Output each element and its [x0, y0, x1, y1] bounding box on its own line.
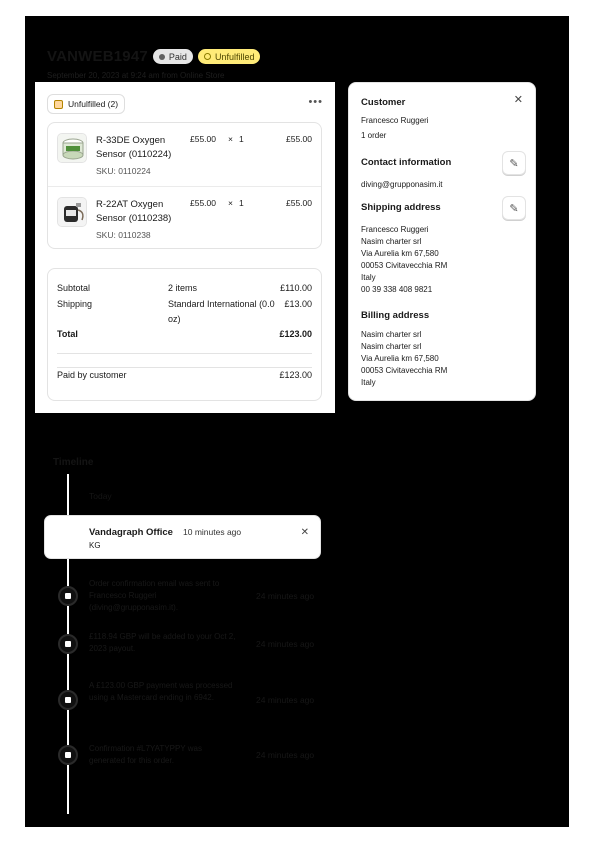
paid-label: Paid by customer [57, 370, 127, 380]
shipping-label: Shipping [57, 299, 93, 309]
line-total: £55.00 [286, 134, 312, 144]
contact-heading: Contact information [361, 157, 452, 168]
shipping-line: Francesco Ruggeri [361, 225, 429, 234]
comment-time: 10 minutes ago [183, 527, 242, 537]
billing-line: Via Aurelia km 67,580 [361, 354, 439, 363]
close-icon[interactable]: ✕ [513, 94, 523, 106]
unit-price: £55.00 [190, 134, 216, 144]
timeline-event-text: £118.94 GBP will be added to your Oct 2, 2023 payout. [89, 632, 236, 653]
shipping-line: Nasim charter srl [361, 237, 422, 246]
package-icon [54, 100, 63, 109]
order-main-panel [35, 82, 335, 413]
line-item [48, 123, 321, 186]
payment-summary-card [47, 268, 322, 401]
unfulfilled-items-badge [47, 94, 125, 114]
timeline-today-label: Today [89, 491, 112, 501]
line-items-card [47, 122, 322, 249]
unfulfilled-items-label: Unfulfilled (2) [68, 99, 119, 109]
total-label: Total [57, 329, 78, 339]
customer-email[interactable]: diving@grupponasim.it [361, 180, 443, 189]
line-total: £55.00 [286, 198, 312, 208]
edit-contact-button[interactable] [502, 151, 526, 175]
fulfillment-status-badge [198, 49, 261, 64]
timeline-event-time: 24 minutes ago [256, 591, 315, 601]
timeline-event-time: 24 minutes ago [256, 750, 315, 760]
product-thumbnail[interactable] [57, 133, 87, 163]
pencil-icon: ✎ [509, 157, 519, 170]
customer-order-count[interactable]: 1 order [361, 131, 387, 140]
subtotal-label: Subtotal [57, 283, 91, 293]
quantity: 1 [239, 134, 244, 144]
timeline-event-time: 24 minutes ago [256, 695, 315, 705]
paid-dot-icon [159, 54, 165, 60]
product-sku: SKU: 0110224 [96, 166, 151, 176]
unit-price: £55.00 [190, 198, 216, 208]
timeline-event-dot-icon [58, 586, 78, 606]
billing-line: Nasim charter srl [361, 330, 422, 339]
timeline-event-text: Order confirmation email was sent to Francesco Ruggeri (diving@grupponasim.it). [89, 579, 220, 612]
shipping-phone: 00 39 338 408 9821 [361, 285, 433, 294]
more-actions-icon[interactable]: ••• [308, 96, 323, 108]
divider [57, 367, 312, 368]
divider [57, 353, 312, 354]
timeline-heading: Timeline [53, 457, 94, 468]
shipping-desc: Standard International (0.0 oz) [168, 299, 275, 324]
subtotal-desc: 2 items [168, 283, 198, 293]
times-sign: × [228, 198, 233, 208]
payment-status-badge [153, 49, 193, 64]
shipping-line: Via Aurelia km 67,580 [361, 249, 439, 258]
timeline-event-text: Confirmation #L7YATYPPY was generated for this order. [89, 744, 202, 765]
pencil-icon: ✎ [509, 202, 519, 215]
paid-amount: £123.00 [279, 370, 312, 380]
timeline-event-text: A £123.00 GBP payment was processed using a Mastercard ending in 6942. [89, 681, 233, 702]
billing-line: Italy [361, 378, 376, 387]
comment-author: Vandagraph Office [89, 527, 173, 538]
timeline-event-time: 24 minutes ago [256, 639, 315, 649]
shipping-address-heading: Shipping address [361, 202, 441, 213]
product-thumbnail[interactable] [57, 197, 87, 227]
close-icon[interactable]: ✕ [300, 527, 309, 538]
customer-heading: Customer [361, 97, 406, 108]
order-number: VANWEB1947 [47, 48, 148, 65]
edit-shipping-button[interactable] [502, 196, 526, 220]
customer-panel [348, 82, 536, 401]
fulfillment-status-label: Unfulfilled [214, 51, 255, 62]
unfulfilled-ring-icon [204, 53, 211, 60]
billing-line: 00053 Civitavecchia RM [361, 366, 448, 375]
billing-address-heading: Billing address [361, 310, 430, 321]
quantity: 1 [239, 198, 244, 208]
customer-name[interactable]: Francesco Ruggeri [361, 116, 429, 125]
product-name[interactable]: R-33DE Oxygen Sensor (0110224) [96, 135, 172, 160]
billing-line: Nasim charter srl [361, 342, 422, 351]
order-page [25, 16, 569, 827]
timeline-event-dot-icon [58, 690, 78, 710]
product-name[interactable]: R-22AT Oxygen Sensor (0110238) [96, 199, 172, 224]
timeline-comment-card [44, 515, 321, 559]
shipping-line: 00053 Civitavecchia RM [361, 261, 448, 270]
timeline-event-dot-icon [58, 634, 78, 654]
subtotal-amount: £110.00 [280, 283, 312, 293]
comment-initials: KG [89, 541, 101, 550]
order-header [47, 48, 260, 65]
line-item [48, 186, 321, 249]
shipping-line: Italy [361, 273, 376, 282]
order-date-source: September 20, 2023 at 9:24 am from Online Store [47, 71, 225, 80]
total-amount: £123.00 [279, 329, 312, 339]
payment-status-label: Paid [168, 51, 187, 62]
product-sku: SKU: 0110238 [96, 230, 151, 240]
shipping-amount: £13.00 [284, 299, 312, 309]
times-sign: × [228, 134, 233, 144]
timeline-event-dot-icon [58, 745, 78, 765]
